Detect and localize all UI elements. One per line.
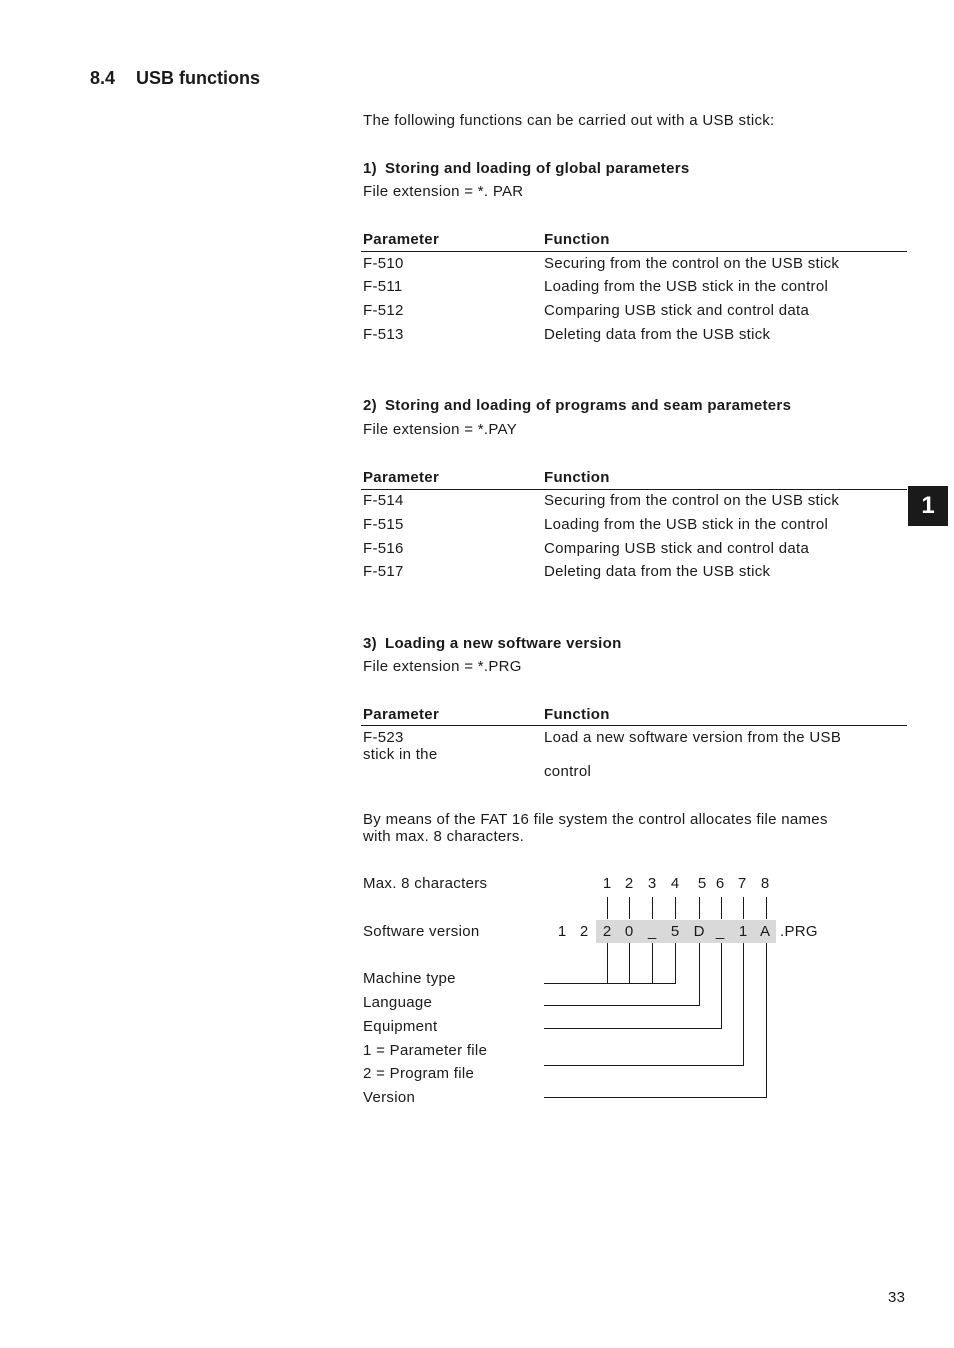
prefix-char: 2 (579, 923, 589, 940)
block2-extension: File extension = *.PAY (363, 421, 518, 438)
block1-col-parameter: Parameter (363, 231, 440, 248)
block2-col-function: Function (544, 469, 610, 486)
software-version-label: Software version (363, 923, 480, 940)
table-cell-function: Securing from the control on the USB stick (544, 492, 840, 509)
block2-header-rule (361, 489, 907, 490)
block1-header-rule (361, 251, 907, 252)
block1-heading: Storing and loading of global parameters (385, 160, 690, 177)
table-cell-param: F-515 (363, 516, 404, 533)
table-cell-param: F-511 (363, 278, 403, 295)
position-tick (652, 897, 653, 919)
connector-line (544, 1028, 722, 1029)
block1-col-function: Function (544, 231, 610, 248)
block2-col-parameter: Parameter (363, 469, 440, 486)
connector-line (743, 943, 744, 1065)
connector-line (544, 983, 676, 984)
block3-extension: File extension = *.PRG (363, 658, 522, 675)
position-tick (766, 897, 767, 919)
max-characters-label: Max. 8 characters (363, 875, 488, 892)
block3-col-parameter: Parameter (363, 706, 440, 723)
filename-char: 2 (602, 923, 612, 940)
connector-line (544, 1005, 700, 1006)
table-cell-function: Loading from the USB stick in the control (544, 516, 829, 533)
legend-language: Language (363, 994, 433, 1011)
section-title: USB functions (136, 68, 260, 88)
position-tick (607, 897, 608, 919)
position-tick (699, 897, 700, 919)
block2-heading: Storing and loading of programs and seam parameters (385, 397, 792, 414)
table-cell-param: F-512 (363, 302, 404, 319)
fat-note-line1: By means of the FAT 16 file system the control allocates file names (363, 811, 828, 828)
filename-char: A (759, 923, 770, 940)
legend-program-file: 2 = Program file (363, 1065, 475, 1082)
table-cell-function: Comparing USB stick and control data (544, 302, 810, 319)
table-cell-function: Securing from the control on the USB stick (544, 255, 840, 272)
table-cell-param: F-516 (363, 540, 404, 557)
connector-line (699, 943, 700, 1005)
block1-extension: File extension = *. PAR (363, 183, 524, 200)
position-number: 1 (602, 875, 612, 892)
connector-line (721, 943, 722, 1028)
filename-char: _ (715, 923, 725, 940)
connector-line (766, 943, 767, 1098)
position-number: 5 (697, 875, 707, 892)
filename-char: 1 (738, 923, 748, 940)
table-cell-param-continued: stick in the (363, 746, 438, 763)
legend-parameter-file: 1 = Parameter file (363, 1042, 488, 1059)
prefix-char: 1 (557, 923, 567, 940)
position-number: 2 (624, 875, 634, 892)
position-number: 7 (737, 875, 747, 892)
position-tick (743, 897, 744, 919)
table-cell-param: F-510 (363, 255, 404, 272)
table-cell-function: Load a new software version from the USB (544, 729, 842, 746)
connector-line (675, 943, 676, 983)
filename-char: 0 (624, 923, 634, 940)
position-tick (629, 897, 630, 919)
file-extension-suffix: .PRG (780, 923, 818, 940)
connector-line (544, 1097, 767, 1098)
block3-heading-number: 3) (363, 635, 377, 652)
table-cell-function: Comparing USB stick and control data (544, 540, 810, 557)
table-cell-function: Loading from the USB stick in the control (544, 278, 829, 295)
connector-line (652, 943, 653, 983)
position-number: 8 (760, 875, 770, 892)
legend-equipment: Equipment (363, 1018, 438, 1035)
page-number: 33 (888, 1289, 906, 1306)
table-cell-param: F-514 (363, 492, 404, 509)
filename-char: 5 (670, 923, 680, 940)
block1-heading-number: 1) (363, 160, 377, 177)
position-tick (721, 897, 722, 919)
block3-col-function: Function (544, 706, 610, 723)
connector-line (544, 1065, 744, 1066)
block3-heading: Loading a new software version (385, 635, 622, 652)
position-tick (675, 897, 676, 919)
legend-machine-type: Machine type (363, 970, 456, 987)
table-cell-param: F-523 (363, 729, 404, 746)
fat-note-line2: with max. 8 characters. (363, 828, 525, 845)
table-cell-function: Deleting data from the USB stick (544, 563, 771, 580)
section-number: 8.4 (90, 68, 116, 88)
table-cell-function-continued: control (544, 763, 592, 780)
position-number: 6 (715, 875, 725, 892)
connector-line (629, 943, 630, 983)
table-cell-function: Deleting data from the USB stick (544, 326, 771, 343)
position-number: 4 (670, 875, 680, 892)
filename-char: D (693, 923, 705, 940)
intro-text: The following functions can be carried out with a USB stick: (363, 112, 775, 129)
legend-version: Version (363, 1089, 416, 1106)
block3-header-rule (361, 725, 907, 726)
table-cell-param: F-517 (363, 563, 404, 580)
connector-line (607, 943, 608, 983)
filename-char: _ (647, 923, 657, 940)
position-number: 3 (647, 875, 657, 892)
block2-heading-number: 2) (363, 397, 377, 414)
chapter-tab-marker: 1 (908, 486, 948, 526)
table-cell-param: F-513 (363, 326, 404, 343)
